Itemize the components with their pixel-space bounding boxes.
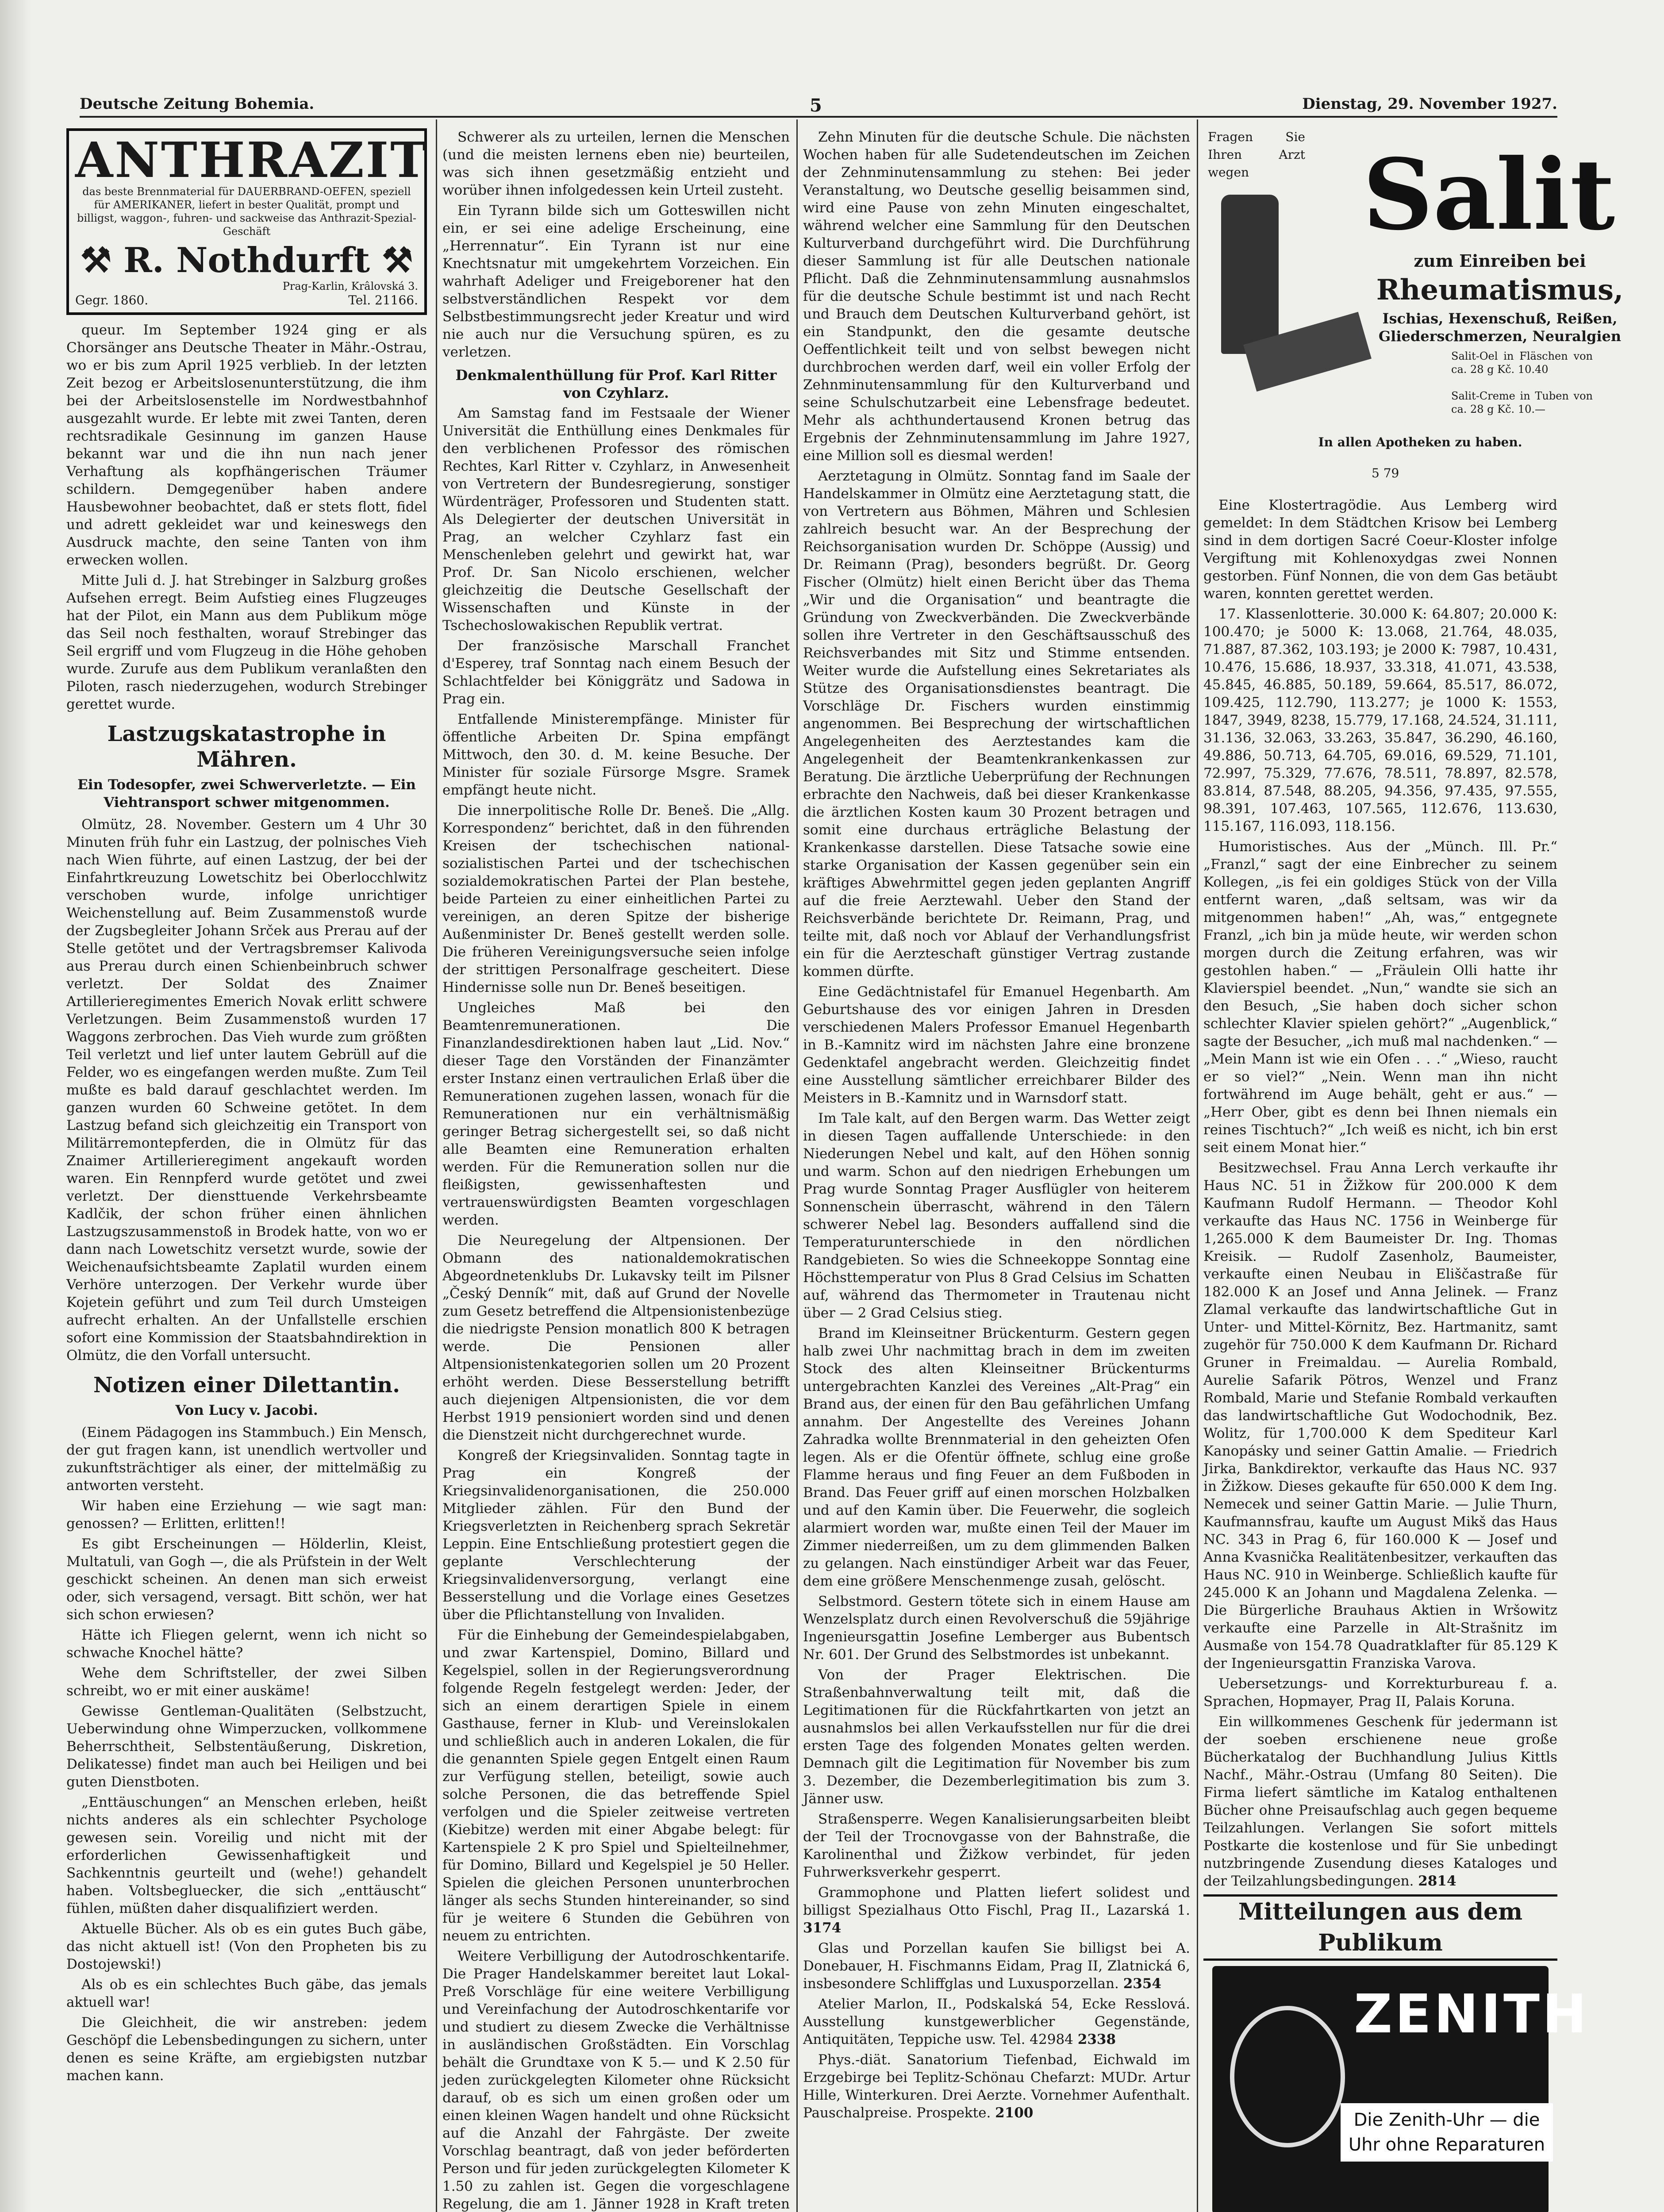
column-rule-2 bbox=[796, 119, 798, 2212]
article-paragraph: Olmütz, 28. November. Gestern um 4 Uhr 30 Minuten früh fuhr ein Lastzug, der polnisches Vieh nach Wien führte, auf einen Lastzug, der bei der Einfahrtkreuzung Lowetschitz bei Oberlocchlwitz verschoben wurde, infolge unrichtiger Weichenstellung auf. Beim Zusammenstoß wurde der Zugsbegleiter Johann Srček aus Prerau auf der Stelle getötet und der Vertragsbremser Kalivoda aus Prerau durch einen Schienbeinbruch schwer verletzt. Der Soldat des Znaimer Artillerieregimentes Emerich Novak erlitt schwere Verletzungen. Beim Zusammenstoß wurden 17 Waggons zerbrochen. Das Vieh wurde zum größten Teil verletzt und lief unter lautem Gebrüll auf die Felder, wo es eingefangen werden mußte. Zum Teil mußte es bald darauf geschlachtet werden. Im ganzen wurden 60 Schweine getötet. In dem Lastzug befand sich gleichzeitig ein Transport von Militärremontepferden, die in Olmütz für das Znaimer Artillerieregiment angekauft worden waren. Ein Rennpferd wurde getötet und zwei verletzt. Der diensttuende Verkehrsbeamte Kadlčik, der schon früher einen ähnlichen Lastzugszusammenstoß in Brodek hatte, von wo er dann nach Lowetschitz versetzt wurde, sowie der Weichenaufsichtsbeamte Zaplatil wurden einem Verhöre unterzogen. Der Verkehr wurde über Kojetein geführt und zum Teil durch Umsteigen aufrecht erhalten. An der Unfallstelle erschien sofort eine Kommission der Staatsbahndirektion in Olmütz, die den Vorfall untersucht. bbox=[66, 817, 427, 1363]
salit-where: In allen Apotheken zu haben. bbox=[1318, 435, 1522, 449]
article-paragraph: Ungleiches Maß bei den Beamtenremunerationen. Die Finanzlandesdirektionen haben laut „Lid. Nov.“ dieser Tage den Vorständen der Finanzämter erster Instanz einen vertraulichen Erlaß über die Remunerationen zugehen lassen, wonach für die Remunerationen nur ein verhältnismäßig geringer Betrag sichergestellt sei, so daß nicht alle Beamten eine Remuneration erhalten werden. Für die Remuneration sollen nur die fleißigsten, gewissenhaftesten und vertrauenswürdigsten Beamten vorgeschlagen werden. bbox=[442, 1000, 790, 1228]
article-paragraph: Es gibt Erscheinungen — Hölderlin, Kleist, Multatuli, van Gogh —, die als Prüfstein in der Welt geschickt scheinen. An denen man sich erweist oder, sich versagend, versagt. Bitt schön, wer hat sich schon erwiesen? bbox=[66, 1536, 427, 1623]
article-paragraph: Am Samstag fand im Festsaale der Wiener Universität die Enthüllung eines Denkmales für den verblichenen Professor des römischen Rechtes, Karl Ritter v. Czyhlarz, in Anwesenheit von Vertretern der Bundesregierung, sonstiger Würdenträger, Professoren und Studenten statt. Als Delegierter der deutschen Universität in Prag, an welcher Czyhlarz fast ein Menschenleben gelehrt und gewirkt hat, war Prof. Dr. San Nicolo erschienen, welcher gleichzeitig die Deutsche Gesellschaft der Wissenschaften und Künste in der Tschechoslowakischen Republik vertrat. bbox=[442, 405, 790, 634]
classified-number: 2814 bbox=[1418, 1873, 1456, 1889]
classified-number: 2100 bbox=[995, 2105, 1034, 2121]
article-paragraph: (Einem Pädagogen ins Stammbuch.) Ein Mensch, der gut fragen kann, ist unendlich wertvoller und zukunftsträchtiger als einer, der mittelmäßig zu antworten versteht. bbox=[66, 1425, 427, 1494]
article-paragraph: Aktuelle Bücher. Als ob es ein gutes Buch gäbe, das nicht aktuell ist! (Von den Propheten bis zu Dostojewski!) bbox=[66, 1921, 427, 1972]
column-2 bbox=[442, 128, 790, 2212]
salit-price-1: Salit-Oel in Fläschen von ca. 28 g Kč. 10.40 bbox=[1451, 350, 1593, 376]
ad-footer bbox=[75, 293, 418, 308]
newspaper-name: Deutsche Zeitung Bohemia. bbox=[80, 95, 315, 113]
ad-title: ANTHRAZIT bbox=[75, 131, 429, 188]
classified-number: 3174 bbox=[803, 1920, 842, 1936]
zenith-tagline: Die Zenith-Uhr — die Uhr ohne Reparaturen bbox=[1341, 2103, 1553, 2162]
ad-firm bbox=[75, 242, 418, 280]
headline-czyhlarz: Denkmalenthüllung für Prof. Karl Ritter von Czyhlarz. bbox=[455, 367, 777, 401]
subheadline-lastzug: Ein Todesopfer, zwei Schwerverletzte. — Ein Viehtransport schwer mitgenommen. bbox=[77, 777, 416, 810]
article-paragraph: Kongreß der Kriegsinvaliden. Sonntag tagte in Prag ein Kongreß der Kriegsinvalidenorganisationen, die 250.000 Mitglieder zählen. Für den Bund der Kriegsverletzten in Reichenberg sprach Sekretär Leppin. Eine Entschließung protestiert gegen die geplante Verschlechterung der Kriegsinvalidenversorgung, verlangt eine Besserstellung und die Vorlage eines Gesetzes über die Pflichtanstellung von Invaliden. bbox=[442, 1448, 790, 1623]
lottery-results: 17. Klassenlotterie. 30.000 K: 64.807; 20.000 K: 100.470; je 5000 K: 13.068, 21.764, 48.035, 71.887, 87.362, 103.193; je 2000 K: 7987, 10.431, 10.476, 15.686, 18.937, 33.318, 41.071, 43.538, 45.845, 46.885, 50.189, 59.664, 85.517, 86.072, 109.425, 112.790, 113.277; je 1000 K: 1553, 1847, 3949, 8238, 15.779, 17.168, 24.524, 31.111, 31.136, 32.063, 33.263, 35.847, 36.290, 46.160, 49.886, 50.713, 64.705, 69.016, 69.529, 71.101, 72.997, 75.329, 77.676, 78.511, 78.897, 82.578, 83.814, 87.548, 88.205, 94.356, 97.435, 97.555, 98.391, 107.463, 107.565, 112.676, 113.630, 115.167, 116.093, 118.156. bbox=[1203, 606, 1557, 834]
column-rule-1 bbox=[436, 119, 437, 2212]
article-paragraph: Wir haben eine Erziehung — wie sagt man: genossen? — Erlitten, erlitten!! bbox=[66, 1498, 427, 1532]
salit-line-1: zum Einreiben bei bbox=[1414, 251, 1586, 271]
article-paragraph: Weitere Verbilligung der Autodroschkentarife. Die Prager Handelskammer bereitet laut Lokal-Preß Vorschläge für eine weitere Verbilligung und Vereinfachung der Autodroschkentarife vor und studiert zu diesem Zwecke die Verhältnisse in ausländischen Großstädten. Ein Vorschlag behält die Grundtaxe von K 5.— und K 2.50 für jeden zurückgelegten Kilometer ohne Rücksicht darauf, ob es sich um einen großen oder um einen kleinen Wagen handelt und ohne Rücksicht auf die Anzahl der Fahrgäste. Der zweite Vorschlag beantragt, daß von jeder beförderten Person und für jeden zurückgelegten Kilometer K 1.50 zu zahlen ist. Gegen die vorgeschlagene Regelung, die am 1. Jänner 1928 in Kraft treten bbox=[442, 1948, 790, 2212]
column-3 bbox=[803, 128, 1190, 2212]
section-heading-mitteilungen: Mitteilungen aus dem Publikum bbox=[1203, 1894, 1557, 1961]
salit-price-2: Salit-Creme in Tuben von ca. 28 g Kč. 10.— bbox=[1451, 390, 1593, 415]
classified-number: 2354 bbox=[1123, 1976, 1161, 1992]
classified-text: Phys.-diät. Sanatorium Tiefenbad, Eichwald im Erzgebirge bei Teplitz-Schönau Chefarzt: MUDr. Artur Hille, Winterkuren. Drei Aerzte. Vornehmer Aufenthalt. Pauschalpreise. Prospekte. bbox=[803, 2052, 1190, 2121]
article-paragraph: Schwerer als zu urteilen, lernen die Menschen (und die meisten lernens eben nie) beurteilen, was sich ihnen gesetzmäßig entzieht und worüber ihnen infolgedessen kein Urteil zusteht. bbox=[442, 129, 790, 198]
article-paragraph: Im Tale kalt, auf den Bergen warm. Das Wetter zeigt in diesen Tagen auffallende Unterschiede: in den Niederungen Nebel und kalt, auf den Höhen sonnig und warm. Schon auf den niedrigen Erhebungen um Prag wurde Sonntag Prager Ausflügler von heiterem Sonnenschein überrascht, während in den Tälern schwerer Nebel lag. Besonders auffallend sind die Temperaturunterschiede in den nördlichen Randgebieten. So wies die Schneekoppe Sonntag eine Höchsttemperatur von Plus 8 Grad Celsius im Schatten auf, während das Thermometer in Trautenau nicht über — 2 Grad Celsius stieg. bbox=[803, 1110, 1190, 1321]
article-paragraph: Zehn Minuten für die deutsche Schule. Die nächsten Wochen haben für alle Sudetendeutschen im Zeichen der Zehnminutensammlung zu stehen: Bei jeder Veranstaltung, wo Deutsche gesellig beisammen sind, wird eine Pause von zehn Minuten eingeschaltet, während welcher eine Sammlung für den Deutschen Kulturverband durchgeführt wird. Die Durchführung dieser Sammlung ist für alle Deutschen nationale Pflicht. Daß die Zehnminutensammlung ausnahmslos für die deutsche Schule bestimmt ist und nach Recht und Brauch dem Deutschen Kulturverband gehört, ist ein Standpunkt, den die gesamte deutsche Oeffentlichkeit teilt und von selbst bewegen nicht durchbrochen werden darf, weil ein voller Erfolg der Zehnminutensammlung für den Kulturverband und seine Schulschutzarbeit eine Lebensfrage bedeutet. Mehr als achthundertausend Kronen betrug das Ergebnis der Zehnminutensammlung im Jahre 1927, eine Million soll es diesmal werden! bbox=[803, 129, 1190, 464]
column-4 bbox=[1203, 128, 1624, 2212]
ad-firm-name: R. Nothdurft bbox=[123, 240, 370, 280]
classified-text: Grammophone und Platten liefert solidest und billigst Spezialhaus Otto Fischl, Prag II., Lazarská 1. bbox=[803, 1885, 1190, 1918]
anthrazit-ad bbox=[66, 128, 427, 315]
article-paragraph: Brand im Kleinseitner Brückenturm. Gestern gegen halb zwei Uhr nachmittag brach in dem im zweiten Stock des alten Kleinseitner Brückenturms untergebrachten Kanzlei des Vereines „Alt-Prag“ ein Brand aus, der einen für den Bau gefährlichen Umfang annahm. Der Angestellte des Vereines Johann Zahradka wollte Brennmaterial in den geheizten Ofen legen. Als er die Ofentür öffnete, schlug eine große Flamme heraus und fing Feuer an dem Fußboden in Brand. Das Feuer griff auf einen morschen Holzbalken und auf den Kamin über. Die Feuerwehr, die sogleich alarmiert worden war, mußte einen Teil der Mauer im Zimmer niederreißen, um zu dem glimmenden Balken zu gelangen. Nach einstündiger Arbeit war das Feuer, dem eine größere Menschenmenge zusah, gelöscht. bbox=[803, 1325, 1190, 1589]
article-paragraph: Mitte Juli d. J. hat Strebinger in Salzburg großes Aufsehen erregt. Beim Aufstieg eines Flugzeuges hat der Pilot, ein Mann aus dem Publikum möge das Seil noch festhalten, worauf Strebinger das Seil ergriff und vom Flugzeug in die Höhe gehoben wurde. Zurufe aus dem Publikum veranlaßten den Piloten, rasch niederzugehen, wodurch Strebinger gerettet wurde. bbox=[66, 572, 427, 712]
classified-text: Atelier Marlon, II., Podskalská 54, Ecke Resslová. Ausstellung kunstgewerblicher Gegenstände, Antiquitäten, Teppiche usw. Tel. 42984 bbox=[803, 1996, 1190, 2047]
article-paragraph: Von der Prager Elektrischen. Die Straßenbahnverwaltung teilt mit, daß die Legitimationen für die Rückfahrtkarten von jetzt an ausnahmslos bei allen Verkaufsstellen nur für die drei ersten Tage des folgenden Monates gelten werden. Demnach gilt die Legitimation für November bis zum 3. Dezember, die Dezemberlegitimation bis zum 3. Jänner usw. bbox=[803, 1667, 1190, 1807]
pocket-watch-icon bbox=[1230, 2006, 1345, 2147]
article-paragraph: „Enttäuschungen“ an Menschen erleben, heißt nichts anderes als ein schlechter Psychologe gewesen sein. Voreilig und nicht mit der erforderlichen Gewissenhaftigkeit und Sachkenntnis geurteilt und (wehe!) gehandelt haben. Voltsbegluecker, die sich „enttäuscht“ fühlen, müßten daher disqualifiziert werden. bbox=[66, 1794, 427, 1916]
article-paragraph: queur. Im September 1924 ging er als Chorsänger ans Deutsche Theater in Mähr.-Ostrau, wo er bis zum April 1925 verblieb. In der letzten Zeit bezog er Arbeitslosenunterstützung, die ihm bei der Arbeitslosenstelle im Nordwestbahnhof ausgezahlt wurde. Er lebte mit zwei Tanten, deren rechtsradikale Gesinnung im ganzen Hause bekannt war und die ihn nun nach jener Verhaftung als kopfhängerischen Träumer schildern. Demgegenüber haben andere Hausbewohner beobachtet, daß er stets flott, fidel und adrett gekleidet war und keineswegs den Ausdruck machte, den seine Tanten von ihm erwecken wollen. bbox=[66, 322, 427, 568]
classified-text: Ein willkommenes Geschenk für jedermann ist der soeben erschienene neue große Bücherkatalog der Buchhandlung Julius Kittls Nachf., Mähr.-Ostrau (Umfang 80 Seiten). Die Firma liefert sämtliche im Katalog enthaltenen Bücher ohne Preisaufschlag auch gegen bequeme Teilzahlungen. Verlangen Sie sofort mittels Postkarte die kostenlose und für Sie unbedingt nutzbringende Zusendung dieses Kataloges und der Teilzahlungsbedingungen. bbox=[1203, 1714, 1557, 1889]
column-1 bbox=[66, 128, 427, 2212]
salit-line-3: Ischias, Hexenschuß, Reißen, Gliederschmerzen, Neuralgien bbox=[1378, 310, 1622, 345]
article-paragraph bbox=[1203, 1713, 1557, 1890]
article-paragraph: Die Gleichheit, die wir anstreben: jedem Geschöpf die Lebensbedingungen zu sichern, unter denen es seine Kräfte, am ergiebigsten nutzbar machen kann. bbox=[66, 2015, 427, 2084]
article-paragraph: Ein Tyrann bilde sich um Gotteswillen nicht ein, er sei eine adelige Erscheinung, eine „Herrennatur“. Ein Tyrann ist nur eine Knechtsnatur mit umgekehrtem Vorzeichen. Ein wahrhaft Adeliger und Freigeborener hat den selbstverständlichen Respekt vor dem Selbstbestimmungsrecht jeder Kreatur und wird nie auch nur die Versuchung spüren, es zu verletzen. bbox=[442, 203, 790, 360]
ad-text: das beste Brennmaterial für DAUERBRAND-OEFEN, speziell für AMERIKANER, liefert in bester Qualität, prompt und billigst, waggon-, fuhren- und sackweise das Anthrazit-Spezial-Geschäft bbox=[77, 185, 417, 238]
article-paragraph: Eine Gedächtnistafel für Emanuel Hegenbarth. Am Geburtshause des vor einigen Jahren in Dresden verschiedenen Malers Professor Emanuel Hegenbarth in B.-Kamnitz wird im nächsten Jahre eine bronzene Gedenktafel angebracht werden. Gleichzeitig findet eine Ausstellung sämtlicher erreichbarer Bilder des Meisters in B.-Kamnitz und in Warnsdorf statt. bbox=[803, 984, 1190, 1106]
article-paragraph: Als ob es ein schlechtes Buch gäbe, das jemals aktuell war! bbox=[66, 1977, 427, 2010]
issue-date: Dienstag, 29. November 1927. bbox=[1302, 95, 1557, 113]
header-rule bbox=[80, 116, 1557, 118]
salit-code: 5 79 bbox=[1372, 466, 1399, 480]
article-paragraph: Eine Klostertragödie. Aus Lemberg wird gemeldet: In dem Städtchen Krisow bei Lemberg sind in dem dortigen Sacré Coeur-Kloster infolge Vergiftung mit Kohlenoxydgas zwei Nonnen gestorben. Fünf Nonnen, die von dem Gas betäubt waren, konnten gerettet werden. bbox=[1203, 497, 1557, 602]
ad-phone: Tel. 21166. bbox=[348, 293, 418, 307]
page-number: 5 bbox=[810, 95, 822, 116]
classified-number: 2338 bbox=[1077, 2032, 1116, 2047]
classified-text: Glas und Porzellan kaufen Sie billigst bei A. Donebauer, H. Fischmanns Eidam, Prag II, Zlatnická 6, insbesondere Schliffglas und Luxusporzellan. bbox=[803, 1940, 1190, 1992]
salit-ad bbox=[1203, 128, 1624, 491]
byline-notizen: Von Lucy v. Jacobi. bbox=[175, 1402, 318, 1418]
article-paragraph: Der französische Marschall Franchet d'Esperey, traf Sonntag nach einem Besuch der Schlachtfelder bei Königgrätz und Sadowa in Prag ein. bbox=[442, 638, 790, 707]
classified-ad bbox=[803, 2051, 1190, 2122]
article-paragraph: Die innerpolitische Rolle Dr. Beneš. Die „Allg. Korrespondenz“ berichtet, daß in den führenden Kreisen der tschechischen national-sozialistischen Partei und der tschechischen sozialdemokratischen Partei der Plan bestehe, beide Parteien zu einer einheitlichen Partei zu vereinigen, an deren Spitze der bisherige Außenminister Dr. Beneš gestellt werden solle. Die früheren Vereinigungsversuche seien infolge der strittigen Personalfrage gescheitert. Diese Hindernisse solle nun Dr. Beneš beseitigen. bbox=[442, 803, 790, 995]
ad-founded: Gegr. 1860. bbox=[75, 293, 149, 307]
salit-ask: Fragen Sie Ihren Arzt wegen bbox=[1208, 130, 1305, 180]
salit-line-2: Rheumatismus, bbox=[1376, 273, 1624, 307]
article-paragraph: Die Neuregelung der Altpensionen. Der Obmann des nationaldemokratischen Abgeordnetenklubs Dr. Lukavsky teilt im Pilsner „Český Denník“ mit, daß auf Grund der Novelle zum Gesetz betreffend die Altpensionistenbezüge die niedrigste Pension monatlich 800 K betragen werde. Die Pensionen aller Altpensionistenkategorien sollen um 20 Prozent erhöht werden. Diese Besserstellung betrifft auch diejenigen Altpensionisten, die vor dem Herbst 1919 pensioniert worden sind und denen die Dienstzeit nicht durchgerechnet wurde. bbox=[442, 1233, 790, 1443]
article-paragraph: Straßensperre. Wegen Kanalisierungsarbeiten bleibt der Teil der Trocnovgasse von der Bahnstraße, die Karolinenthal und Žižkow verbindet, für jeden Fuhrwerksverkehr gesperrt. bbox=[803, 1811, 1190, 1880]
zenith-logo: ZENITH bbox=[1354, 1984, 1590, 2045]
article-paragraph: Für die Einhebung der Gemeindespielabgaben, und zwar Kartenspiel, Domino, Billard und Kegelspiel, sollen in der Regierungsverordnung folgende Regeln festgelegt werden: Jeder, der sich an einem derartigen Spiele in einem Gasthause, ferner in Klub- und Vereinslokalen und schließlich auch in anderen Lokalen, die für die genannten Spiele gegen Entgelt einen Raum zur Verfügung stellen, beteiligt, sowie auch solche Personen, die das betreffende Spiel verfolgen und die Spieler zeitweise vertreten (Kiebitze) werden mit einer Abgabe belegt: für Kartenspiele 2 K pro Spiel und Spielteilnehmer, für Domino, Billard und Kegelspiel je 50 Heller. Spielen die gleichen Personen ununterbrochen länger als sechs Stunden hintereinander, so sind für je weitere 6 Stunden die Gebühren von neuem zu entrichten. bbox=[442, 1627, 790, 1944]
zenith-ad bbox=[1212, 1966, 1590, 2212]
classified-ad bbox=[803, 1995, 1190, 2048]
ad-address: Prag-Karlin, Krâlovská 3. bbox=[282, 280, 418, 292]
hammer-icon: ⚒ bbox=[382, 240, 413, 280]
hammer-icon: ⚒ bbox=[80, 240, 111, 280]
classified-ad bbox=[803, 1939, 1190, 1993]
article-paragraph: Selbstmord. Gestern tötete sich in einem Hause am Wenzelsplatz durch einen Revolverschuß die 59jährige Ingenieursgattin Josefine Lemberger aus Bubentsch Nr. 601. Der Grund des Selbstmordes ist unbekannt. bbox=[803, 1594, 1190, 1663]
article-paragraph: Aerztetagung in Olmütz. Sonntag fand im Saale der Handelskammer in Olmütz eine Aerztetagung statt, die von Vertretern aus Böhmen, Mähren und Schlesien zahlreich besucht war. An der Besprechung der Reichsorganisation wurden Dr. Schöppe (Aussig) und Dr. Reimann (Prag), besonders begrüßt. Dr. Georg Fischer (Olmütz) hielt einen Bericht über das Thema „Wir und die Organisation“ und beantragte die Gründung von Zweckverbänden. Die Zweckverbände sollen ihre Vertreter in den Geschäftsausschuß des Reichsverbandes mit Sitz und Stimme entsenden. Weiter wurde die Aufstellung eines Sekretariates als Stütze des Organisationsdienstes beantragt. Die Vorschläge Dr. Fischers wurden einstimmig angenommen. Bei Besprechung der wirtschaftlichen Angelegenheiten des Aerztestandes kam die Angelegenheit der Beamtenkrankenkassen zur Beratung. Die ärztliche Ueberprüfung der Rechnungen erbrachte den Nachweis, daß bei dieser Krankenkasse die ärztlichen Kosten kaum 30 Prozent betragen und somit eine durchaus erträgliche Belastung der Krankenkasse darstellen. Diese Tatsache sowie eine starke Organisation der Kassen gegenüber sein ein kräftiges Abwehrmittel gegen jeden geplanten Angriff auf die freie Aerztewahl. Ueber den Stand der Reichsverbände berichtete Dr. Reimann, Prag, und teilte mit, daß noch vor Ablauf der Verhandlungsfrist ein für die Aerzteschaft günstiger Vertrag zustande kommen dürfte. bbox=[803, 468, 1190, 979]
classified-ad bbox=[803, 1884, 1190, 1937]
article-paragraph: Uebersetzungs- und Korrekturbureau f. a. Sprachen, Hopmayer, Prag II, Palais Koruna. bbox=[1203, 1676, 1557, 1709]
article-paragraph: Entfallende Ministerempfänge. Minister für öffentliche Arbeiten Dr. Spina empfängt Mittwoch, den 30. d. M. keine Besuche. Der Minister für soziale Fürsorge Msgre. Sramek empfängt heute nicht. bbox=[442, 711, 790, 798]
column-rule-3 bbox=[1197, 119, 1198, 2212]
headline-notizen: Notizen einer Dilettantin. bbox=[93, 1373, 400, 1398]
salit-logo: Salit bbox=[1363, 137, 1615, 252]
page-header bbox=[80, 95, 1557, 116]
headline-lastzug: Lastzugskatastrophe in Mähren. bbox=[107, 722, 386, 772]
article-paragraph: Gewisse Gentleman-Qualitäten (Selbstzucht, Ueberwindung ohne Wimperzucken, vollkommene Beherrschtheit, Selbstentäußerung, Diskretion, Delikatesse) findet man auch bei Heiligen und bei guten Dienstboten. bbox=[66, 1703, 427, 1790]
article-paragraph: Besitzwechsel. Frau Anna Lerch verkaufte ihr Haus NC. 51 in Žižkow für 200.000 K dem Kaufmann Rudolf Hermann. — Theodor Kohl verkaufte das Haus NC. 1756 in Weinberge für 1,265.000 K dem Baumeister Dr. Ing. Thomas Kreisik. — Rudolf Zasenholz, Baumeister, verkaufte einen Neubau in Eliščastraße für 182.000 K an Josef und Anna Jelinek. — Franz Zlamal verkaufte das landwirtschaftliche Gut in Unter- und Mittel-Körnitz, Bez. Hartmanitz, samt zugehör für 750.000 K dem Kaufmann Dr. Richard Gruner in Freimaldau. — Aurelia Rombald, Aurelie Safarik Pötros, Wenzel und Franz Rombald, Marie und Stefanie Rombald verkauften das landwirtschaftliche Gut Wodochodnik, Bez. Wolitz, für 1,700.000 K dem Spediteur Karl Kanopásky und seiner Gattin Amalie. — Friedrich Jirka, Bankdirektor, verkaufte das Haus NC. 937 in Žižkow. Dieses gekaufte für 650.000 K dem Ing. Nemecek und seiner Gattin Marie. — Julie Thurn, Kaufmannsfrau, kaufte um August Mikš das Haus NC. 343 in Prag 6, für 160.000 K — Josef und Anna Kvasnička Realitätenbesitzer, verkauften das Haus NC. 910 in Weinberge. Schließlich kaufte für 245.000 K an Johann und Magdalena Zelenka. — Die Bürgerliche Brauhaus Aktien in Wršowitz verkaufte eine Parzelle in Alt-Strašnitz im Ausmaße von 154.78 Quadratklafter für 85.129 K der Ingenieursgattin Franziska Varova. bbox=[1203, 1160, 1557, 1671]
article-paragraph: Wehe dem Schriftsteller, der zwei Silben schreibt, wo er mit einer auskäme! bbox=[66, 1665, 427, 1699]
bottle-icon bbox=[1221, 195, 1279, 354]
article-paragraph: Hätte ich Fliegen gelernt, wenn ich nicht so schwache Knochel hätte? bbox=[66, 1627, 427, 1661]
page-fold-shadow bbox=[0, 0, 31, 2212]
article-paragraph: Humoristisches. Aus der „Münch. Ill. Pr.“ „Franzl,“ sagt der eine Einbrecher zu seinem Kollegen, „is fei ein goldiges Stück von der Villa entfernt waren, „daß seltsam, was wir da mitgenommen haben!“ „Ah, was,“ entgegnete Franzl, „ich bin ja müde heute, wir werden schon morgen durch die Zeitung erfahren, was wir gestohlen haben.“ — „Fräulein Olli hatte ihr Klavierspiel beendet. „Nun,“ wandte sie sich an den Besuch, „Sie haben doch sicher schon schlechter Klavier spielen gehört?“ „Augenblick,“ sagte der Besucher, „ich muß mal nachdenken.“ — „Mein Mann ist wie ein Ofen . . .“ „Wieso, raucht er so viel?“ „Nein. Wenn man ihn nicht fortwährend im Auge behält, geht er aus.“ — „Herr Ober, gibt es denn bei Ihnen niemals ein reines Tischtuch?“ „Ich weiß es nicht, ich bin erst seit einem Monat hier.“ bbox=[1203, 839, 1557, 1156]
